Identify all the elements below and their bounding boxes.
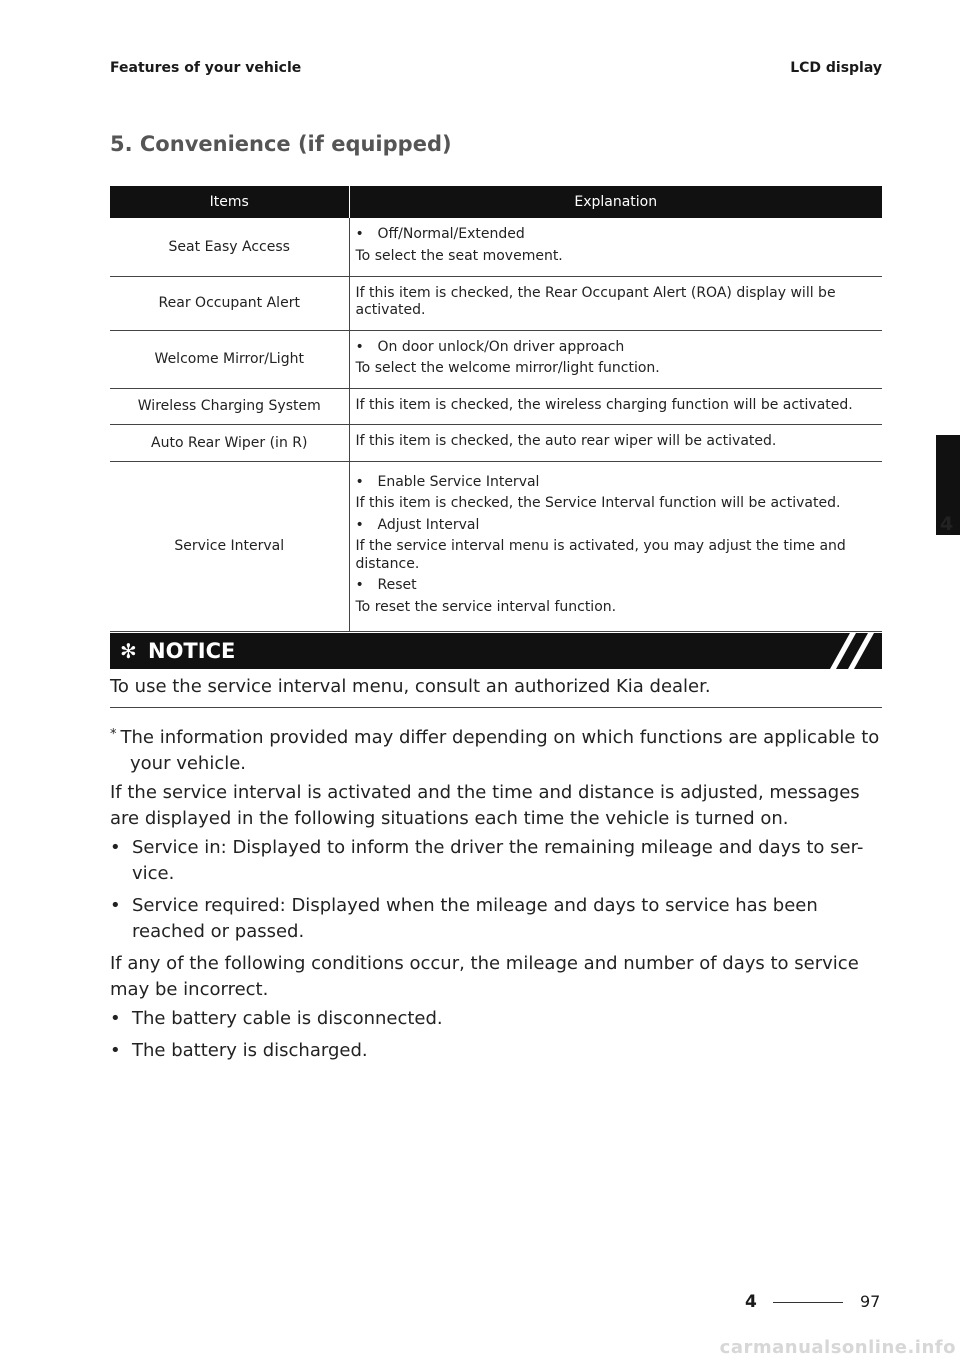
list-item	[110, 1006, 882, 1032]
footnote-mark: *	[110, 727, 117, 742]
bullet-icon: •	[110, 1008, 121, 1029]
column-header-explanation: Explanation	[349, 186, 882, 218]
table-row	[110, 425, 882, 462]
explanation-text: To select the seat movement.	[355, 247, 563, 264]
footnote-text: The information provided may differ depending on which functions are applicable to your vehicle.	[120, 727, 880, 774]
list-item-text: Service required: Displayed when the mileage and days to service has been reached or passed.	[132, 895, 818, 942]
bullet-icon: •	[355, 338, 364, 355]
table-row	[110, 461, 882, 631]
explanation-cell	[349, 218, 882, 276]
explanation-text: To reset the service interval function.	[355, 598, 617, 615]
explanation-text: If this item is checked, the auto rear wiper will be activated.	[355, 433, 777, 449]
item-cell: Service Interval	[110, 461, 349, 631]
bullet-icon: •	[355, 516, 364, 533]
bullet-text: Off/Normal/Extended	[377, 226, 525, 243]
explanation-cell	[349, 276, 882, 330]
bullet-icon: •	[110, 895, 121, 916]
explanation-cell	[349, 388, 882, 425]
running-header-section: Features of your vehicle	[110, 60, 302, 76]
explanation-text: If this item is checked, the wireless charging function will be activated.	[355, 396, 853, 413]
table-header-row	[110, 186, 882, 218]
list-item-text: The battery is discharged.	[132, 1040, 368, 1061]
item-cell: Welcome Mirror/Light	[110, 330, 349, 388]
bullet-text: On door unlock/On driver approach	[377, 338, 625, 355]
bullet-icon: •	[355, 577, 364, 594]
section-title: 5. Convenience (if equipped)	[110, 132, 452, 156]
bullet-icon: •	[110, 1040, 121, 1061]
list-item-text: Service in: Displayed to inform the driver the remaining mileage and days to ser-vice.	[132, 837, 864, 884]
chapter-side-number: 4	[940, 513, 954, 535]
watermark: carmanualsonline.info	[719, 1337, 956, 1358]
bullet-line	[356, 577, 877, 595]
bullet-line	[356, 339, 877, 357]
running-header-topic: LCD display	[790, 60, 882, 76]
bullet-line	[356, 517, 877, 535]
column-header-items: Items	[110, 186, 349, 218]
bullet-line	[356, 474, 877, 492]
bullet-text: Enable Service Interval	[377, 473, 540, 490]
body-text	[110, 722, 882, 1070]
explanation-text: If the service interval menu is activated, you may adjust the time and distance.	[355, 538, 846, 572]
table-row	[110, 218, 882, 276]
convenience-table	[110, 186, 882, 632]
notice-banner	[110, 633, 882, 669]
bullet-icon: •	[110, 837, 121, 858]
item-cell: Rear Occupant Alert	[110, 276, 349, 330]
notice-divider	[110, 707, 882, 708]
explanation-text: To select the welcome mirror/light function.	[355, 360, 660, 376]
explanation-text: If this item is checked, the Service Interval function will be activated.	[355, 495, 841, 512]
paragraph: If the service interval is activated and the time and distance is adjusted, messages are displayed in the following situations each time the vehicle is turned on.	[110, 782, 860, 829]
list-item	[110, 893, 882, 945]
bullet-icon: •	[355, 473, 364, 490]
bullet-text: Adjust Interval	[377, 516, 480, 533]
list-item	[110, 835, 882, 887]
table-row	[110, 276, 882, 330]
explanation-cell	[349, 425, 882, 462]
list-item	[110, 1038, 882, 1064]
double-slash-icon	[822, 633, 882, 669]
explanation-cell	[349, 330, 882, 388]
bullet-icon: •	[355, 226, 364, 243]
explanation-text: If this item is checked, the Rear Occupant Alert (ROA) display will be activated.	[355, 284, 836, 318]
asterisk-icon: ✻	[120, 639, 137, 663]
footer-divider	[773, 1302, 843, 1303]
footer-chapter: 4	[745, 1292, 757, 1312]
table-row	[110, 388, 882, 425]
item-cell: Wireless Charging System	[110, 388, 349, 425]
bullet-text: Reset	[377, 577, 417, 594]
footnote	[110, 722, 882, 777]
paragraph: If any of the following conditions occur, the mileage and number of days to service may be incorrect.	[110, 953, 859, 1000]
notice-label: NOTICE	[148, 639, 236, 663]
explanation-cell	[349, 461, 882, 631]
table-row	[110, 330, 882, 388]
item-cell: Auto Rear Wiper (in R)	[110, 425, 349, 462]
page-number: 97	[860, 1292, 881, 1311]
item-cell: Seat Easy Access	[110, 218, 349, 276]
notice-text: To use the service interval menu, consult an authorized Kia dealer.	[110, 676, 711, 697]
list-item-text: The battery cable is disconnected.	[132, 1008, 443, 1029]
bullet-line	[356, 226, 877, 244]
